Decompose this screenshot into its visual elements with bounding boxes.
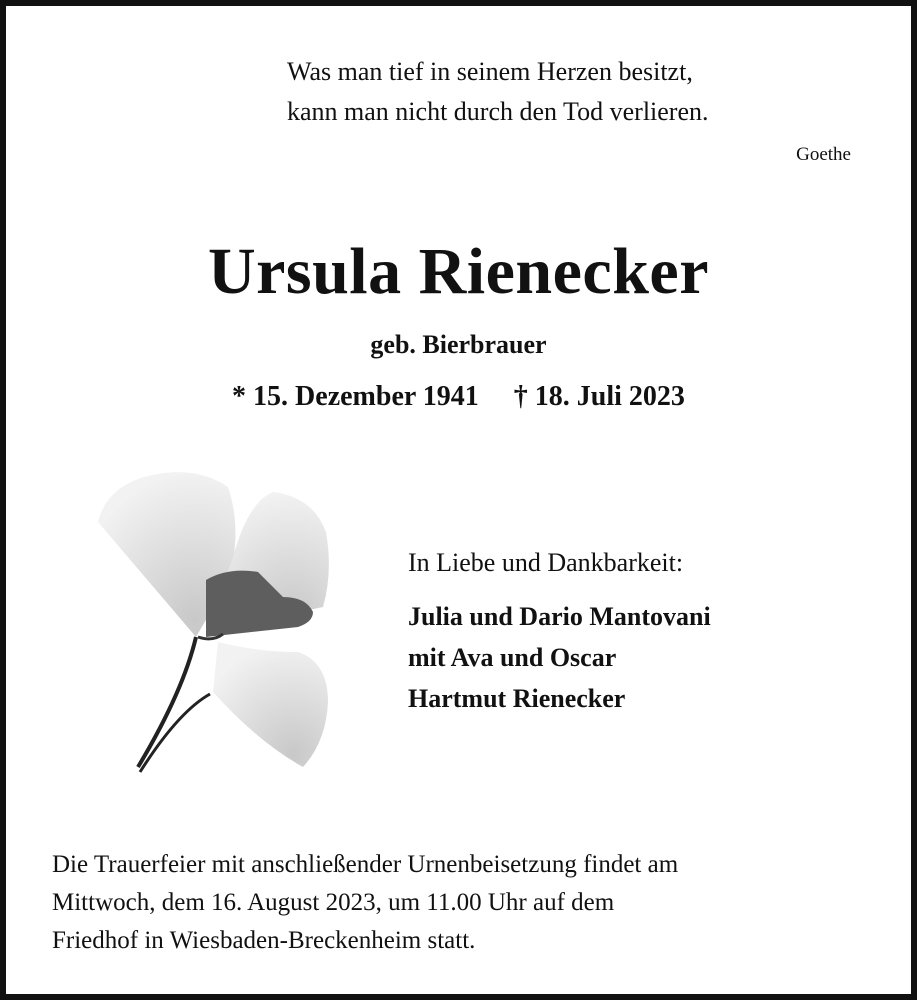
- ginkgo-leaf-icon: [88, 462, 338, 777]
- mourners-intro: In Liebe und Dankbarkeit:: [408, 548, 684, 577]
- death-date: † 18. Juli 2023: [513, 381, 685, 412]
- quote: [287, 52, 709, 132]
- deceased-name: Ursula Rienecker: [207, 235, 710, 308]
- quote-author: Goethe: [796, 144, 851, 165]
- birth-date: * 15. Dezember 1941: [232, 381, 479, 412]
- service-line: Friedhof in Wiesbaden-Breckenheim statt.: [52, 927, 476, 954]
- mourner-name: mit Ava und Oscar: [408, 643, 617, 672]
- service-info: [52, 846, 678, 960]
- life-dates: [0, 381, 917, 413]
- service-line: Mittwoch, dem 16. August 2023, um 11.00 Uhr auf dem: [52, 889, 615, 916]
- service-line: Die Trauerfeier mit anschließender Urnenbeisetzung findet am: [52, 851, 679, 878]
- mourners-list: [408, 596, 711, 719]
- quote-line: Was man tief in seinem Herzen besitzt,: [287, 57, 693, 86]
- quote-line: kann man nicht durch den Tod verlieren.: [287, 97, 709, 126]
- mourner-name: Hartmut Rienecker: [408, 684, 626, 713]
- birth-name: geb. Bierbrauer: [370, 330, 547, 359]
- mourner-name: Julia und Dario Mantovani: [408, 602, 711, 631]
